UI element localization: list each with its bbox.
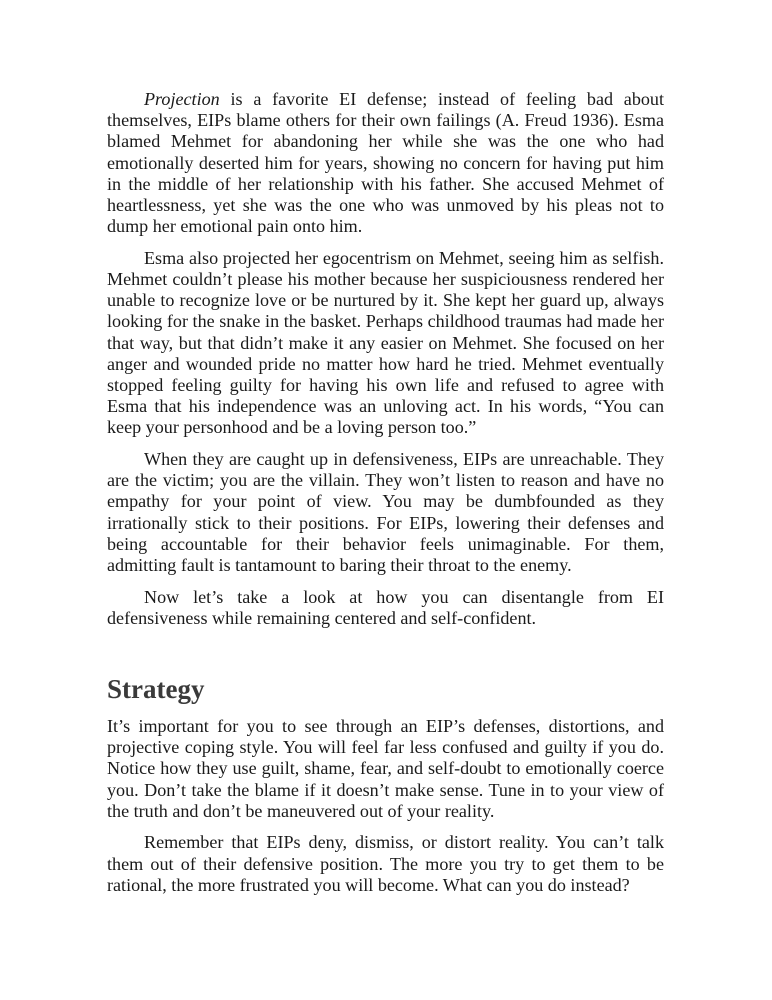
paragraph-transition (107, 587, 664, 629)
book-page (107, 89, 664, 896)
paragraph-text: Remember that EIPs deny, dismiss, or distort reality. You can’t talk them out of their defensive position. The more you try to get them to be rational, the more frustrated you will become. What can you do instead? (107, 832, 664, 895)
paragraph-defensiveness (107, 449, 664, 576)
italic-term-projection: Projection (144, 89, 220, 109)
paragraph-esma-egocentrism (107, 248, 664, 439)
paragraph-text: is a favorite EI defense; instead of feeling bad about themselves, EIPs blame others for their own failings (A. Freud 1936). Esma blamed Mehmet for abandoning her while she was the one who had emotionally deserted him for years, showing no concern for having put him in the middle of her relationship with his father. She accused Mehmet of heartlessness, yet she was the one who was unmoved by his pleas not to dump her emotional pain onto him. (107, 89, 664, 237)
paragraph-strategy-intro (107, 716, 664, 822)
paragraph-text: Esma also projected her egocentrism on Mehmet, seeing him as selfish. Mehmet couldn’t please his mother because her suspiciousness rendered her unable to recognize love or be nurtured by it. She kept her guard up, always looking for the snake in the basket. Perhaps childhood traumas had made her that way, but that didn’t make it any easier on Mehmet. She focused on her anger and wounded pride no matter how hard he tried. Mehmet eventually stopped feeling guilty for having his own life and refused to agree with Esma that his independence was an unloving act. In his words, “You can keep your personhood and be a loving person too.” (107, 247, 664, 438)
paragraph-projection (107, 89, 664, 237)
paragraph-text: It’s important for you to see through an EIP’s defenses, distortions, and projective coping style. You will feel far less confused and guilty if you do. Notice how they use guilt, shame, fear, and self-doubt to emotionally coerce you. Don’t take the blame if it doesn’t make sense. Tune in to your view of the truth and don’t be maneuvered out of your reality. (107, 716, 664, 821)
section-heading-strategy: Strategy (107, 674, 205, 705)
paragraph-strategy-remember (107, 832, 664, 896)
paragraph-text: When they are caught up in defensiveness, EIPs are unreachable. They are the victim; you are the villain. They won’t listen to reason and have no empathy for your point of view. You may be dumbfounded as they irrationally stick to their positions. For EIPs, lowering their defenses and being accountable for their behavior feels unimaginable. For them, admitting fault is tantamount to baring their throat to the enemy. (107, 449, 664, 576)
paragraph-text: Now let’s take a look at how you can disentangle from EI defensiveness while remaining centered and self-confident. (107, 586, 664, 628)
